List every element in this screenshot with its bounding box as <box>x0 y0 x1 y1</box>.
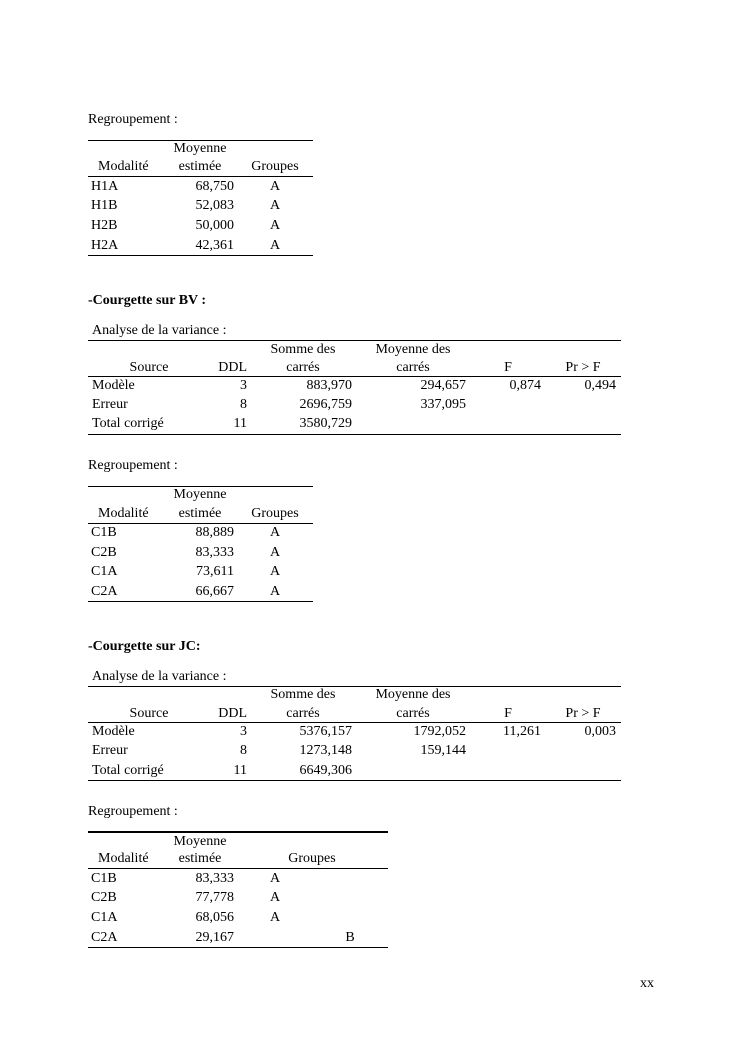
jc-group-label: Regroupement : <box>88 804 178 819</box>
row-modalite: C2A <box>91 584 118 599</box>
jc-anova-top-rule <box>88 686 621 687</box>
group1-label: Regroupement : <box>88 112 178 127</box>
bv-group-bottom-rule <box>88 601 313 602</box>
row-ddl: 3 <box>240 378 247 393</box>
bv-header-somme-l1: Somme des <box>270 342 336 357</box>
row-f: 11,261 <box>503 724 541 739</box>
row-groupe-a: A <box>269 890 281 905</box>
row-somme: 2696,759 <box>299 397 352 412</box>
bv-header-ddl: DDL <box>218 360 247 375</box>
jc-group-header-rule <box>88 868 388 869</box>
row-groupe-a: A <box>269 910 281 925</box>
group1-header-modalite: Modalité <box>98 159 149 174</box>
row-moyenne: 294,657 <box>420 378 466 393</box>
row-pr: 0,003 <box>584 724 616 739</box>
row-moyenne: 83,333 <box>195 545 234 560</box>
row-source: Modèle <box>92 378 135 393</box>
jc-group-header-moyenne-l1: Moyenne <box>173 834 227 849</box>
jc-group-header-moyenne-l2: estimée <box>178 851 222 866</box>
row-modalite: C2A <box>91 930 118 945</box>
bv-group-label: Regroupement : <box>88 458 178 473</box>
group1-header-moyenne-l1: Moyenne <box>173 141 227 156</box>
bv-header-moy-l1: Moyenne des <box>375 342 451 357</box>
row-modalite: H1A <box>91 179 119 194</box>
row-moyenne: 68,750 <box>195 179 234 194</box>
page-number: xx <box>640 976 654 991</box>
row-groupe: A <box>269 198 281 213</box>
jc-group-header-groupes: Groupes <box>288 851 336 866</box>
row-f: 0,874 <box>509 378 541 393</box>
row-moyenne: 83,333 <box>195 871 234 886</box>
group1-bottom-rule <box>88 255 313 256</box>
row-modalite: C1B <box>91 525 117 540</box>
row-groupe: A <box>269 238 281 253</box>
row-modalite: H1B <box>91 198 118 213</box>
row-groupe-b: B <box>345 930 355 945</box>
row-source: Total corrigé <box>92 763 164 778</box>
row-modalite: C1A <box>91 910 118 925</box>
row-somme: 6649,306 <box>299 763 352 778</box>
row-moyenne: 66,667 <box>195 584 234 599</box>
row-ddl: 3 <box>240 724 247 739</box>
row-ddl: 8 <box>240 743 247 758</box>
row-pr: 0,494 <box>584 378 616 393</box>
row-modalite: C1A <box>91 564 118 579</box>
jc-group-top-rule <box>88 831 388 833</box>
jc-header-source: Source <box>129 706 169 721</box>
row-moyenne: 50,000 <box>195 218 234 233</box>
group1-header-groupes: Groupes <box>251 159 299 174</box>
row-modalite: C1B <box>91 871 117 886</box>
row-source: Modèle <box>92 724 135 739</box>
row-ddl: 11 <box>233 416 247 431</box>
row-ddl: 11 <box>233 763 247 778</box>
jc-header-moy-l1: Moyenne des <box>375 687 451 702</box>
jc-anova-bottom-rule <box>88 780 621 781</box>
row-groupe: A <box>269 218 281 233</box>
row-modalite: H2A <box>91 238 119 253</box>
section-jc-title: -Courgette sur JC: <box>88 639 201 654</box>
bv-header-source: Source <box>129 360 169 375</box>
jc-header-moy-l2: carrés <box>396 706 430 721</box>
bv-group-header-moyenne-l2: estimée <box>178 506 222 521</box>
row-groupe: A <box>269 584 281 599</box>
row-groupe: A <box>269 545 281 560</box>
bv-group-header-groupes: Groupes <box>251 506 299 521</box>
row-groupe: A <box>269 179 281 194</box>
bv-anova-top-rule <box>88 340 621 341</box>
bv-header-pr: Pr > F <box>565 360 601 375</box>
jc-header-f: F <box>504 706 512 721</box>
jc-header-pr: Pr > F <box>565 706 601 721</box>
bv-header-somme-l2: carrés <box>286 360 320 375</box>
bv-anova-header-rule <box>88 376 621 377</box>
bv-group-header-modalite: Modalité <box>98 506 149 521</box>
jc-group-header-modalite: Modalité <box>98 851 149 866</box>
row-moyenne: 159,144 <box>420 743 466 758</box>
jc-header-somme-l1: Somme des <box>270 687 336 702</box>
bv-anova-label: Analyse de la variance : <box>92 323 227 338</box>
row-moyenne: 29,167 <box>195 930 234 945</box>
row-modalite: C2B <box>91 890 117 905</box>
bv-group-header-moyenne-l1: Moyenne <box>173 487 227 502</box>
row-moyenne: 337,095 <box>420 397 466 412</box>
row-moyenne: 68,056 <box>195 910 234 925</box>
row-somme: 5376,157 <box>299 724 352 739</box>
row-ddl: 8 <box>240 397 247 412</box>
bv-header-f: F <box>504 360 512 375</box>
row-groupe: A <box>269 564 281 579</box>
row-modalite: H2B <box>91 218 118 233</box>
row-source: Total corrigé <box>92 416 164 431</box>
row-moyenne: 77,778 <box>195 890 234 905</box>
jc-header-somme-l2: carrés <box>286 706 320 721</box>
jc-header-ddl: DDL <box>218 706 247 721</box>
row-moyenne: 1792,052 <box>413 724 466 739</box>
row-source: Erreur <box>92 743 128 758</box>
bv-group-header-rule <box>88 523 313 524</box>
jc-group-bottom-rule <box>88 947 388 948</box>
row-somme: 3580,729 <box>299 416 352 431</box>
group1-header-moyenne-l2: estimée <box>178 159 222 174</box>
row-modalite: C2B <box>91 545 117 560</box>
jc-anova-header-rule <box>88 722 621 723</box>
row-moyenne: 52,083 <box>195 198 234 213</box>
bv-anova-bottom-rule <box>88 434 621 435</box>
row-somme: 883,970 <box>306 378 352 393</box>
group1-header-rule <box>88 176 313 177</box>
row-moyenne: 42,361 <box>195 238 234 253</box>
row-moyenne: 88,889 <box>195 525 234 540</box>
jc-anova-label: Analyse de la variance : <box>92 669 227 684</box>
row-moyenne: 73,611 <box>196 564 234 579</box>
row-groupe-a: A <box>269 871 281 886</box>
row-groupe: A <box>269 525 281 540</box>
row-source: Erreur <box>92 397 128 412</box>
bv-header-moy-l2: carrés <box>396 360 430 375</box>
row-somme: 1273,148 <box>299 743 352 758</box>
section-bv-title: -Courgette sur BV : <box>88 293 207 308</box>
